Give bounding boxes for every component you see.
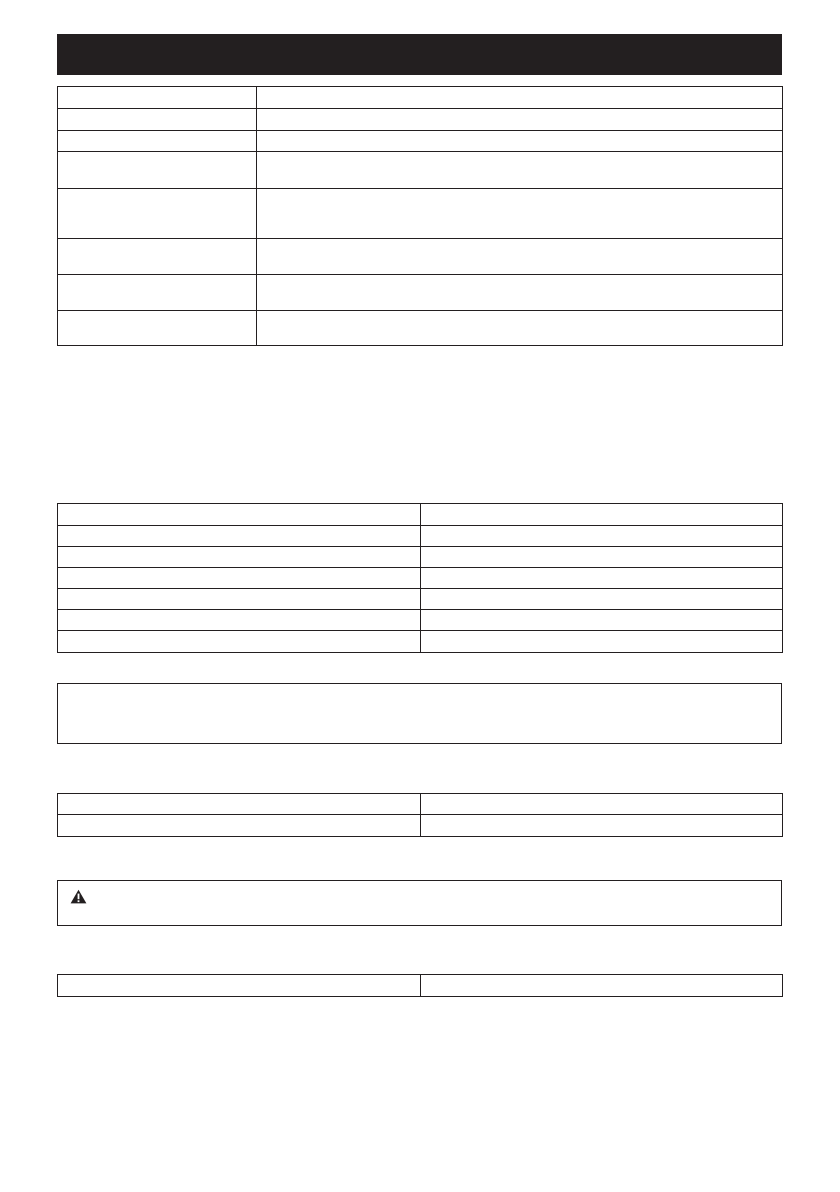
warning-triangle-icon bbox=[70, 889, 87, 904]
table-cell bbox=[421, 610, 783, 631]
table-cell bbox=[58, 815, 421, 837]
spec-value bbox=[257, 239, 783, 275]
table-row bbox=[58, 152, 783, 189]
table-cell bbox=[58, 504, 421, 526]
table-row bbox=[58, 975, 783, 997]
table-row bbox=[58, 631, 783, 653]
table-row bbox=[58, 794, 783, 815]
table-2 bbox=[57, 503, 783, 653]
table-row bbox=[58, 109, 783, 131]
spec-table bbox=[57, 86, 783, 346]
table-row bbox=[58, 589, 783, 610]
spec-label bbox=[58, 311, 257, 346]
table-cell bbox=[421, 568, 783, 589]
spec-value bbox=[257, 109, 783, 131]
table-row bbox=[58, 504, 783, 526]
spec-value bbox=[257, 152, 783, 189]
note-text bbox=[58, 684, 781, 700]
spec-value bbox=[257, 311, 783, 346]
table-cell bbox=[58, 526, 421, 547]
spec-label bbox=[58, 109, 257, 131]
table-cell bbox=[421, 794, 783, 815]
table-cell bbox=[58, 794, 421, 815]
table-row bbox=[58, 610, 783, 631]
warning-box bbox=[57, 880, 782, 926]
table-cell bbox=[58, 568, 421, 589]
table-row bbox=[58, 547, 783, 568]
spec-label bbox=[58, 275, 257, 311]
spec-label bbox=[58, 152, 257, 189]
section-header-bar bbox=[57, 34, 782, 75]
spec-value bbox=[257, 275, 783, 311]
table-3 bbox=[57, 793, 783, 837]
table-row bbox=[58, 131, 783, 152]
table-row bbox=[58, 311, 783, 346]
table-cell bbox=[421, 815, 783, 837]
table-row bbox=[58, 526, 783, 547]
spec-value bbox=[257, 189, 783, 239]
table-cell bbox=[421, 975, 783, 997]
note-box bbox=[57, 683, 782, 744]
table-cell bbox=[421, 547, 783, 568]
spec-label bbox=[58, 189, 257, 239]
table-row bbox=[58, 568, 783, 589]
table-cell bbox=[58, 610, 421, 631]
table-cell bbox=[58, 631, 421, 653]
table-row bbox=[58, 87, 783, 109]
table-row bbox=[58, 815, 783, 837]
table-cell bbox=[421, 589, 783, 610]
table-cell bbox=[58, 975, 421, 997]
table-cell bbox=[58, 547, 421, 568]
table-cell bbox=[421, 526, 783, 547]
table-cell bbox=[421, 631, 783, 653]
table-cell bbox=[58, 589, 421, 610]
table-row bbox=[58, 275, 783, 311]
spec-label bbox=[58, 131, 257, 152]
spec-value bbox=[257, 87, 783, 109]
spec-label bbox=[58, 239, 257, 275]
table-cell bbox=[421, 504, 783, 526]
spec-label bbox=[58, 87, 257, 109]
table-row bbox=[58, 239, 783, 275]
table-4 bbox=[57, 974, 783, 997]
table-row bbox=[58, 189, 783, 239]
spec-value bbox=[257, 131, 783, 152]
